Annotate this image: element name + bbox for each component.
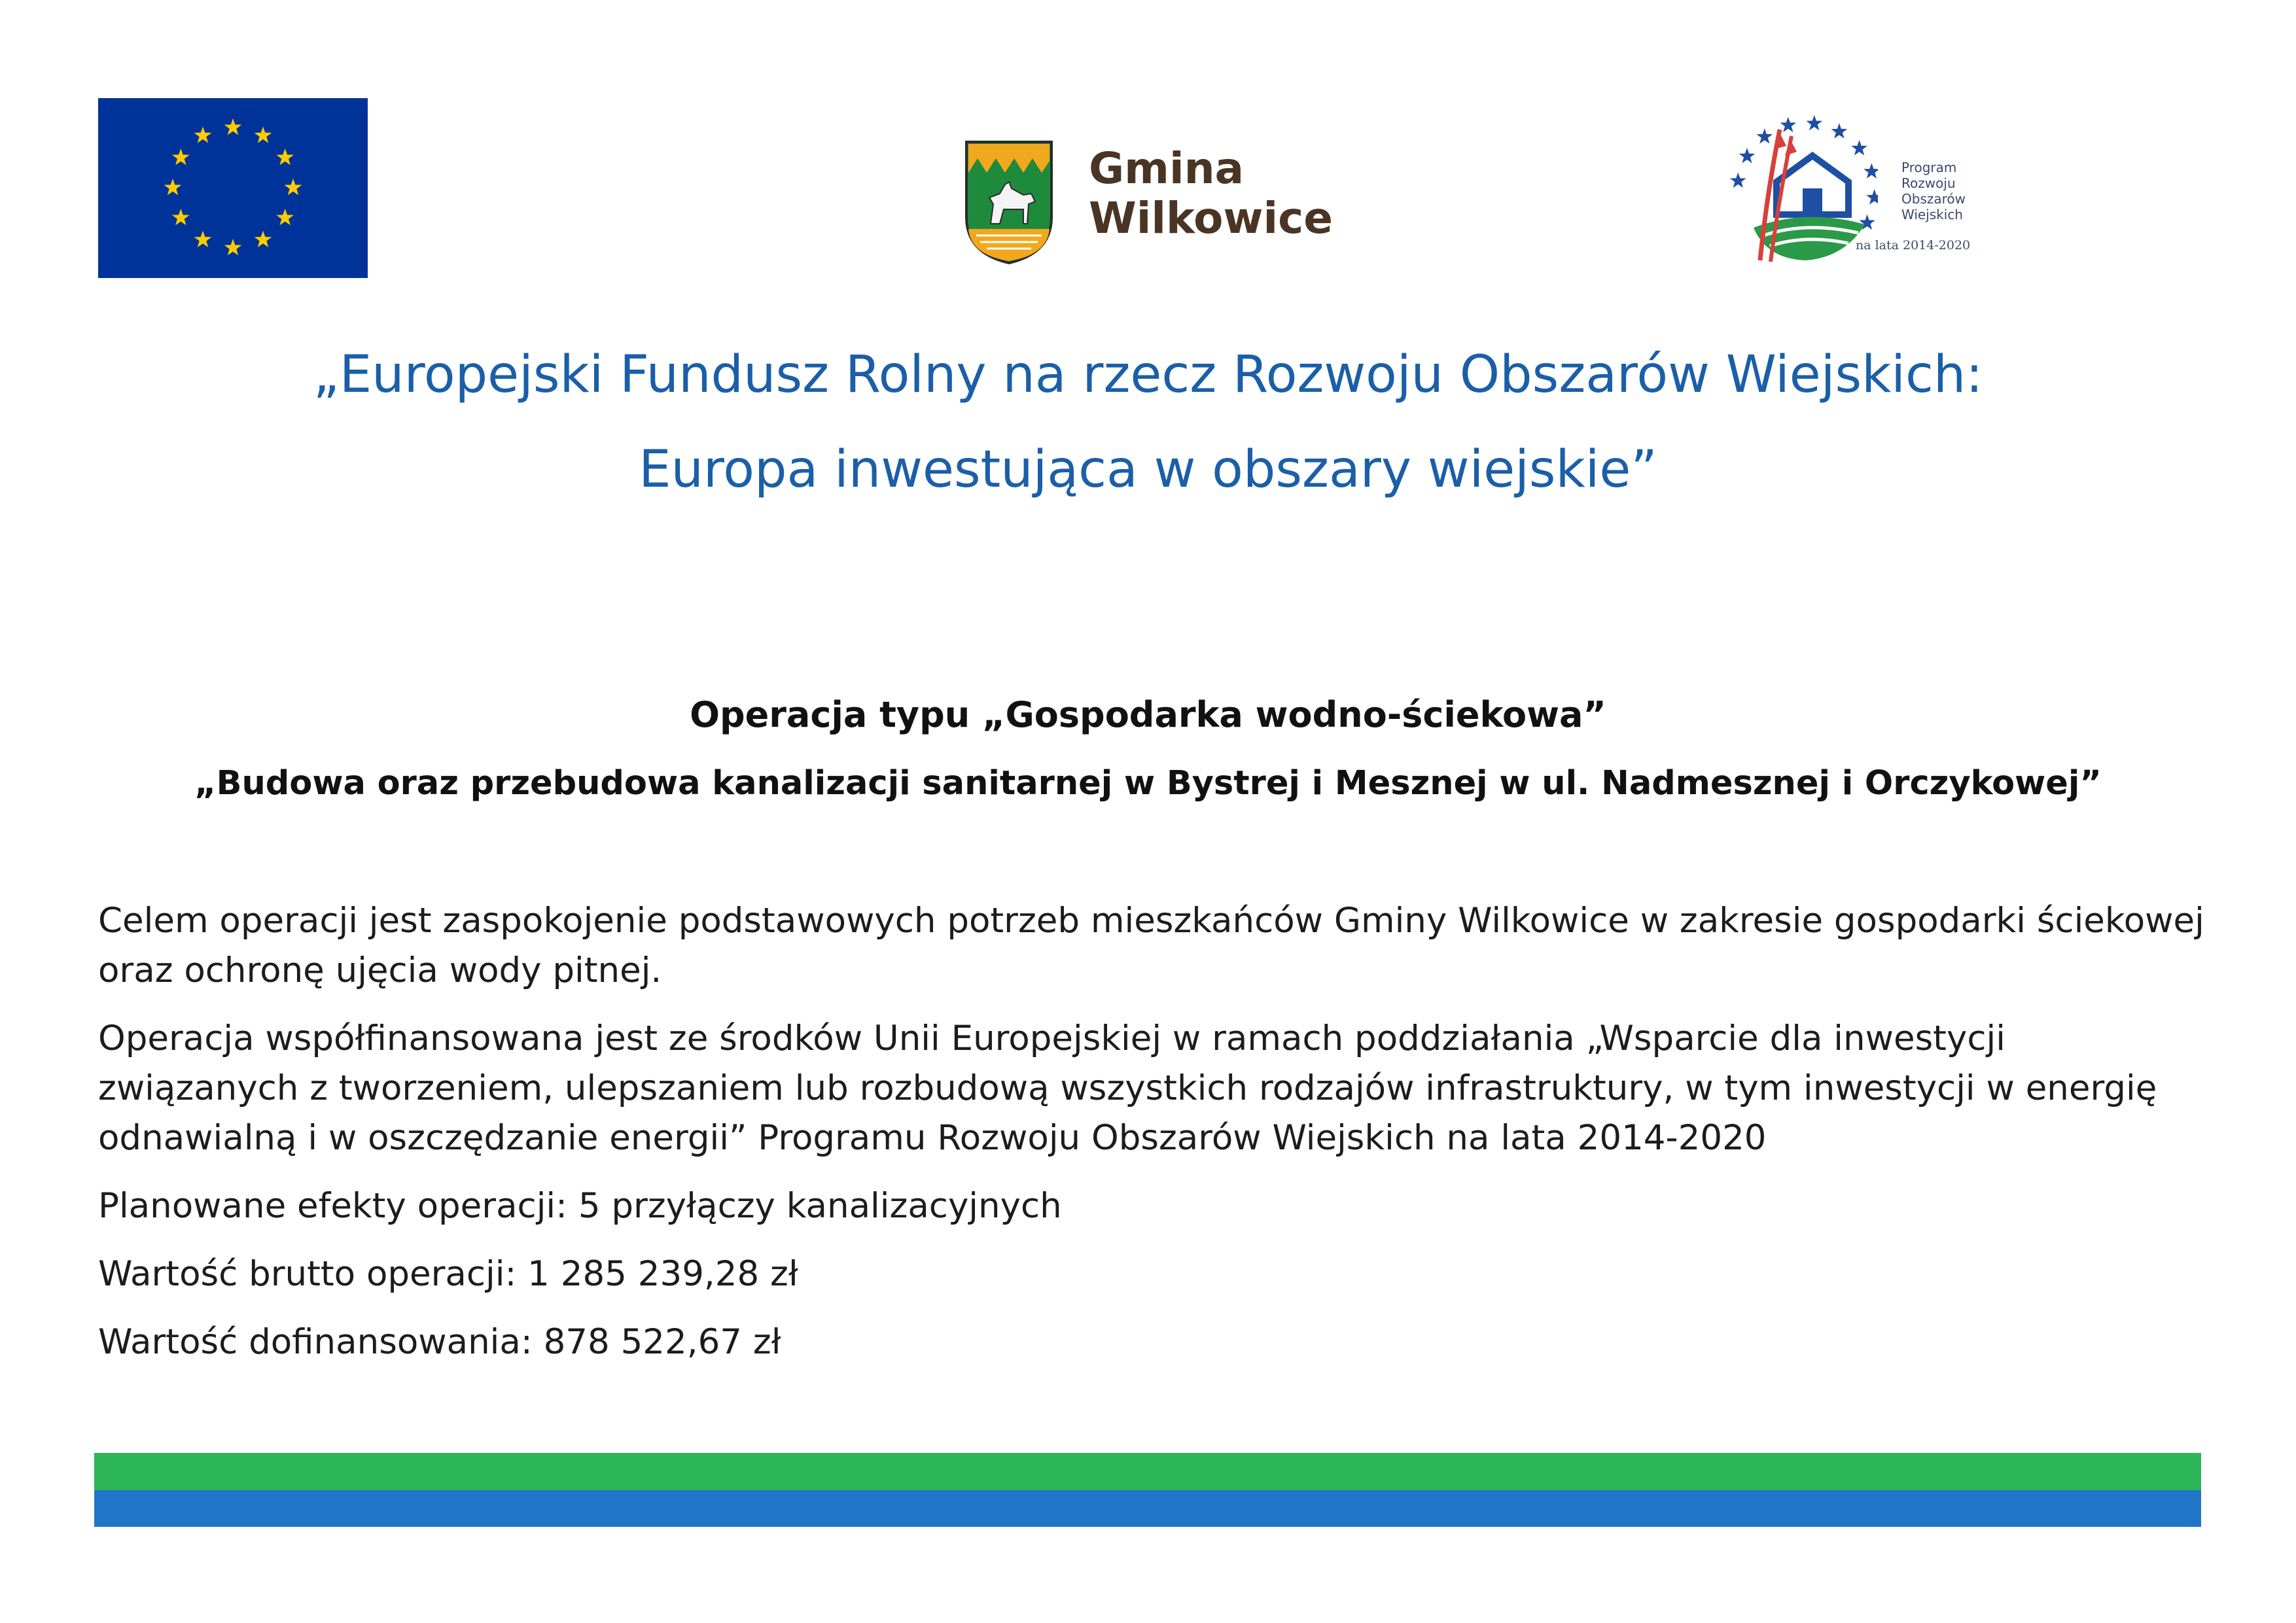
prow-star-icon bbox=[1756, 128, 1773, 144]
goal-paragraph: Celem operacji jest zaspokojenie podstawowych potrzeb mieszkańców Gminy Wilkowice w zakresie gospodarki ściekowej oraz ochronę ujęcia wody pitnej. bbox=[98, 901, 2204, 990]
prow-star-icon bbox=[1831, 123, 1848, 139]
headline-line-1: „Europejski Fundusz Rolny na rzecz Rozwoju Obszarów Wiejskich: bbox=[313, 345, 1983, 404]
prow-star-icon bbox=[1730, 173, 1746, 188]
footer-green-stripe bbox=[94, 1453, 2201, 1490]
prow-star-icon bbox=[1739, 148, 1756, 164]
body-text bbox=[98, 896, 2205, 1386]
operation-type-title: Operacja typu „Gospodarka wodno-ściekowa” bbox=[690, 694, 1606, 735]
prow-star-icon bbox=[1780, 117, 1796, 133]
prow-star-icon bbox=[1863, 163, 1878, 179]
footer-blue-stripe bbox=[94, 1490, 2201, 1527]
cofinancing-line: Wartość dofinansowania: 878 522,67 zł bbox=[98, 1322, 781, 1362]
prow-logo bbox=[1714, 110, 1989, 273]
prow-star-icon bbox=[1866, 189, 1878, 205]
gmina-wilkowice-logo bbox=[963, 139, 1369, 266]
prow-line-3: Obszarów bbox=[1901, 191, 1966, 207]
gmina-name-line1: Gmina bbox=[1089, 143, 1245, 194]
prow-star-icon bbox=[1851, 140, 1867, 156]
headline-line-2: Europa inwestująca w obszary wiejskie” bbox=[639, 440, 1657, 499]
prow-years: na lata 2014-2020 bbox=[1856, 238, 1971, 253]
gross-value-line: Wartość brutto operacji: 1 285 239,28 zł bbox=[98, 1254, 798, 1294]
prow-program-name bbox=[1901, 160, 1966, 222]
financing-paragraph: Operacja współfinansowana jest ze środków Unii Europejskiej w ramach poddziałania „Wsparcie dla inwestycji związanych z tworzeniem, ulepszaniem lub rozbudową wszystkich rodzajów infrastruktury, w tym inwestycji w energię odnawialną i w oszczędzanie energii” Programu Rozwoju Obszarów Wiejskich na lata 2014-2020 bbox=[98, 1019, 2157, 1158]
prow-star-icon bbox=[1806, 115, 1822, 131]
prow-line-4: Wiejskich bbox=[1901, 207, 1963, 222]
gmina-name bbox=[1089, 144, 1333, 243]
effects-line: Planowane efekty operacji: 5 przyłączy kanalizacyjnych bbox=[98, 1186, 1062, 1226]
prow-emblem-icon bbox=[1714, 110, 1878, 273]
gmina-name-line2: Wilkowice bbox=[1089, 193, 1333, 243]
wolf-crest-icon bbox=[963, 139, 1055, 266]
prow-line-1: Program bbox=[1901, 160, 1957, 175]
prow-line-2: Rozwoju bbox=[1901, 175, 1956, 191]
project-title: „Budowa oraz przebudowa kanalizacji sanitarnej w Bystrej i Mesznej w ul. Nadmesznej i Orczykowej” bbox=[194, 764, 2102, 803]
eu-flag-icon bbox=[98, 98, 368, 278]
